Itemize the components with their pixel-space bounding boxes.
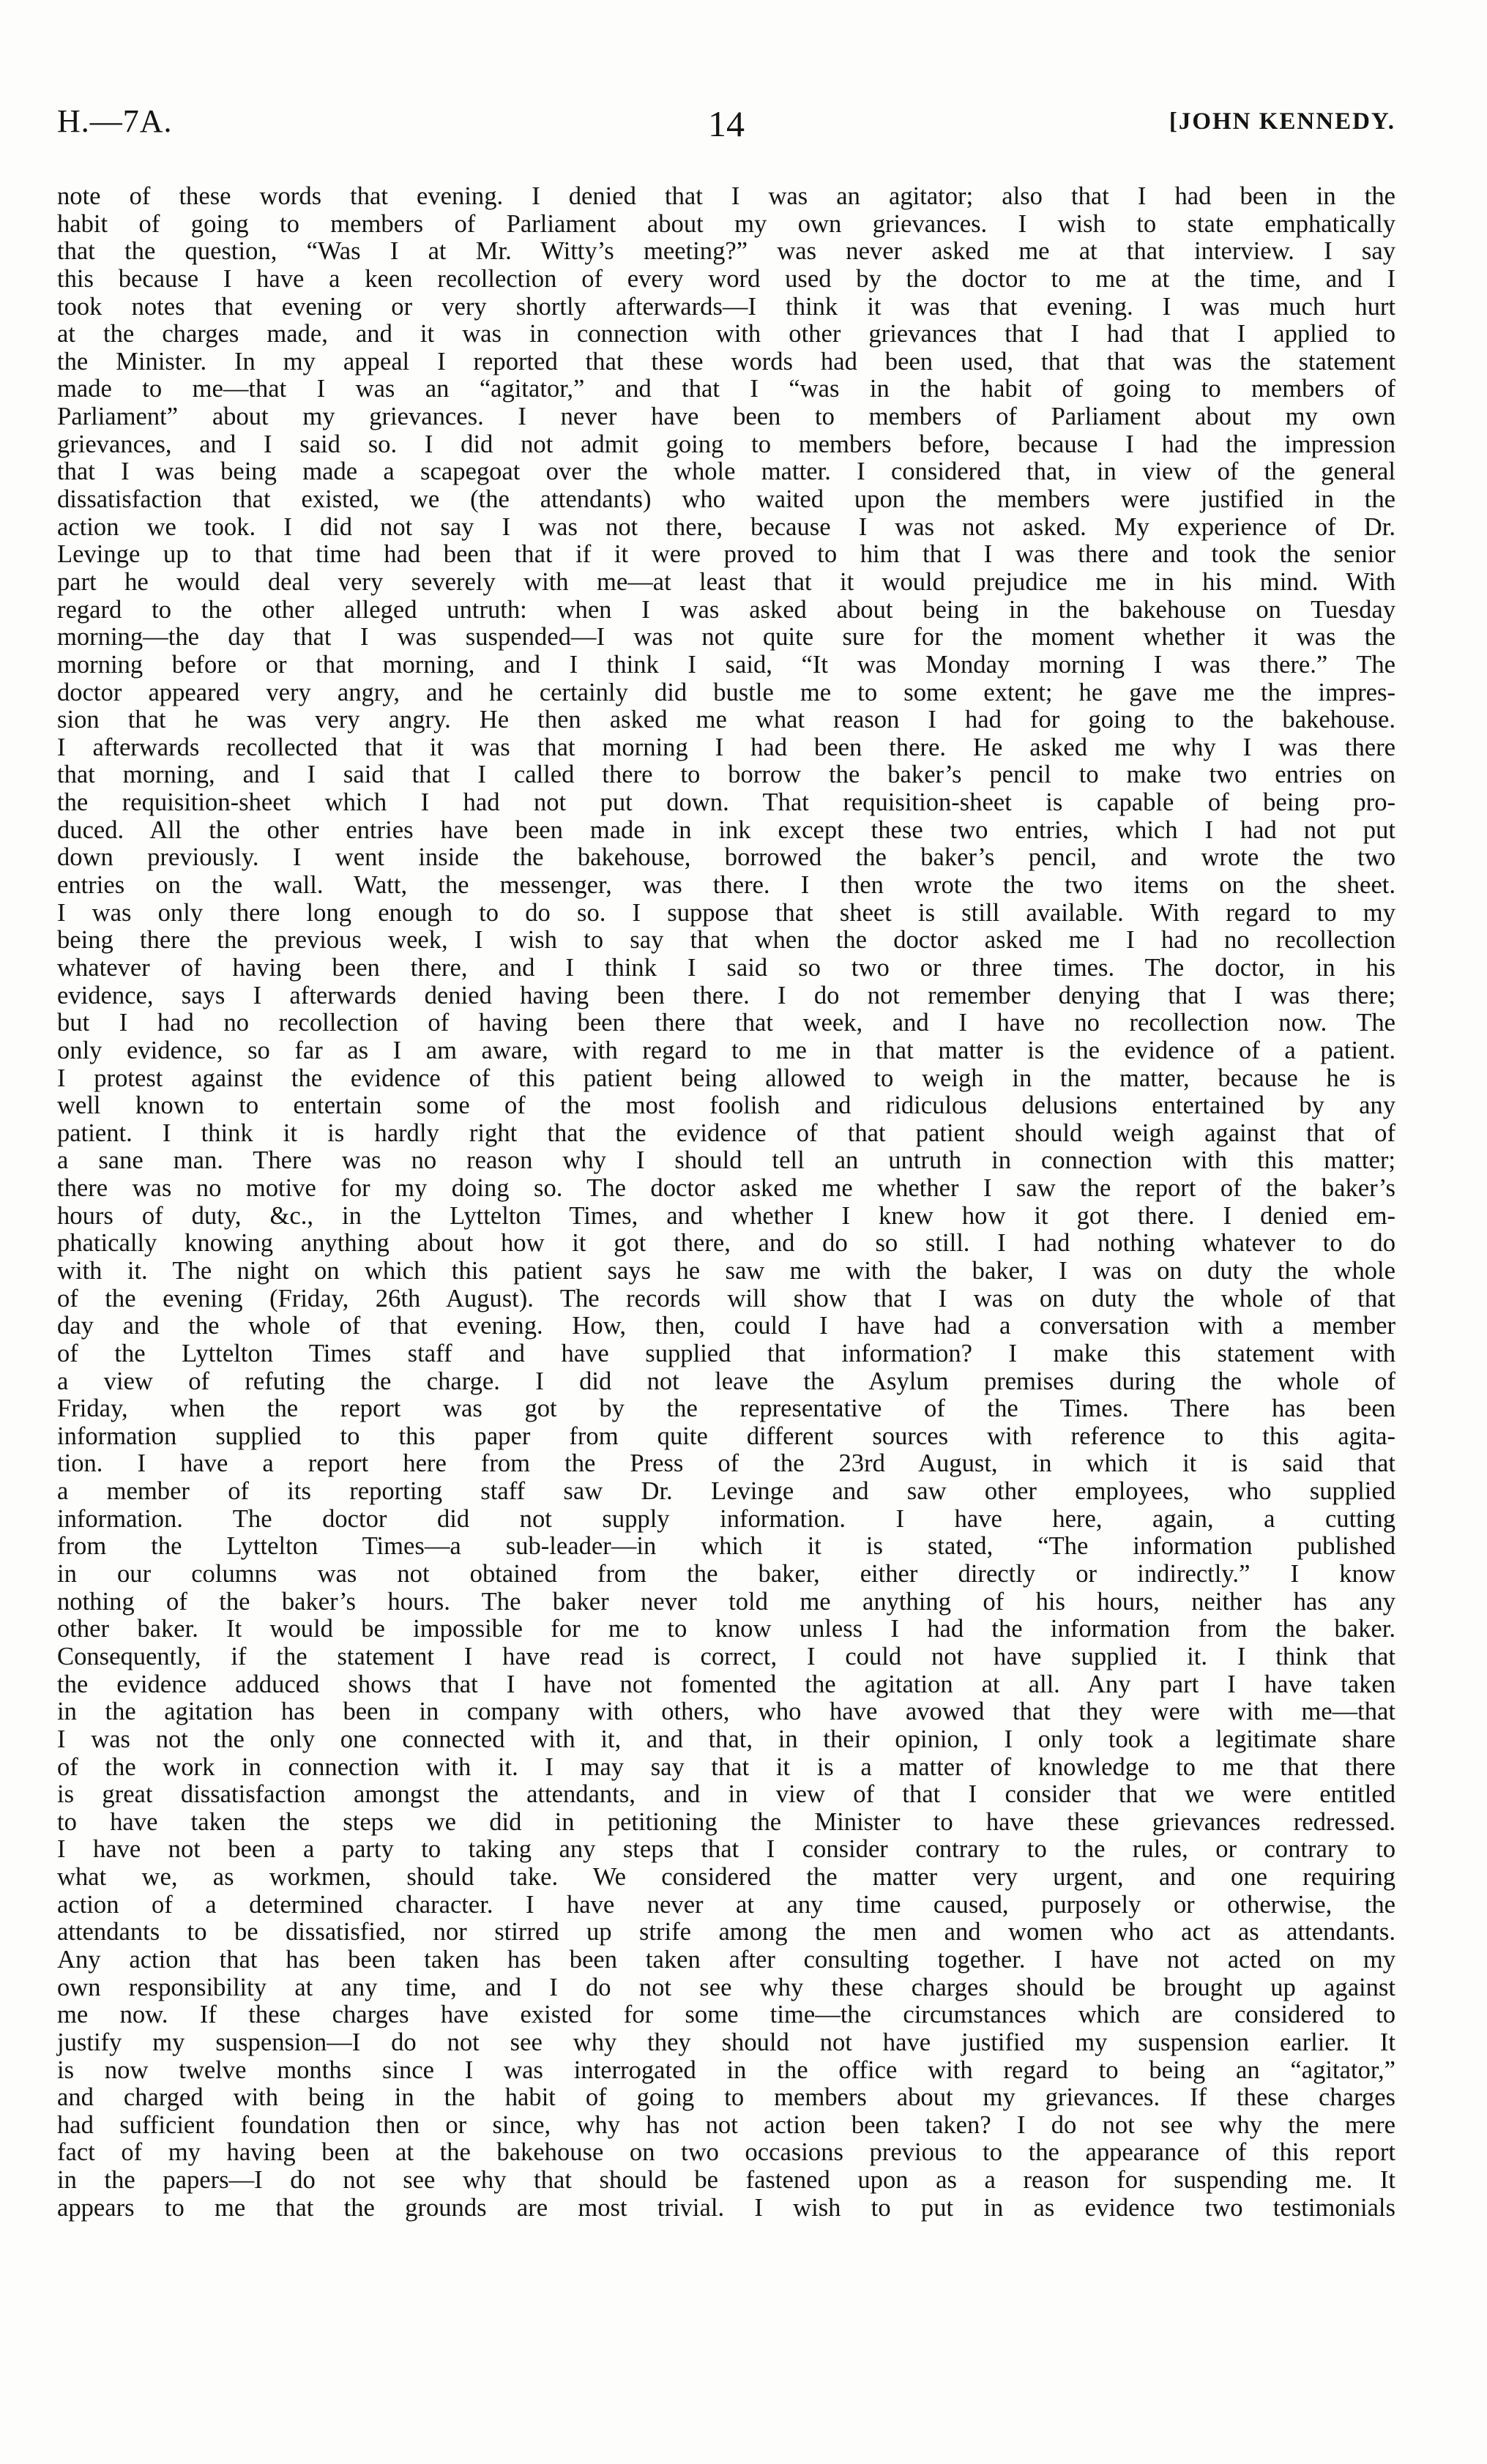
- text-line: morning—the day that I was suspended—I was not quite sure for the moment whether it was the: [57, 623, 1395, 652]
- text-line: but I had no recollection of having been there that week, and I have no recollection now. The: [57, 1009, 1395, 1037]
- text-line: Parliament” about my grievances. I never have been to members of Parliament about my own: [57, 403, 1395, 431]
- text-line: nothing of the baker’s hours. The baker never told me anything of his hours, neither has any: [57, 1587, 1395, 1616]
- parliamentary-paper-reference: H.—7A.: [57, 103, 173, 139]
- text-line: morning before or that morning, and I think I said, “It was Monday morning I was there.” The: [57, 650, 1395, 679]
- text-line: grievances, and I said so. I did not admit going to members before, because I had the impression: [57, 430, 1395, 458]
- text-line: this because I have a keen recollection of every word used by the doctor to me at the time, and I: [57, 264, 1395, 293]
- text-line: down previously. I went inside the bakehouse, borrowed the baker’s pencil, and wrote the two: [57, 843, 1395, 872]
- text-line: to have taken the steps we did in petitioning the Minister to have these grievances redressed.: [57, 1807, 1395, 1836]
- text-line: the requisition-sheet which I had not put down. That requisition-sheet is capable of being pro-: [57, 788, 1395, 817]
- text-line: in the papers—I do not see why that should be fastened upon as a reason for suspending me. It: [57, 2166, 1395, 2195]
- text-line: with it. The night on which this patient says he saw me with the baker, I was on duty the whole: [57, 1256, 1395, 1285]
- text-line: there was no motive for my doing so. The doctor asked me whether I saw the report of the baker’s: [57, 1174, 1395, 1203]
- text-line: sion that he was very angry. He then asked me what reason I had for going to the bakehouse.: [57, 706, 1395, 734]
- text-line: whatever of having been there, and I think I said so two or three times. The doctor, in his: [57, 953, 1395, 982]
- text-line: evidence, says I afterwards denied having been there. I do not remember denying that I was there;: [57, 981, 1395, 1009]
- text-line: a member of its reporting staff saw Dr. Levinge and saw other employees, who supplied: [57, 1477, 1395, 1506]
- text-line: a sane man. There was no reason why I should tell an untruth in connection with this matter;: [57, 1146, 1395, 1175]
- text-line: in the agitation has been in company with others, who have avowed that they were with me—that: [57, 1698, 1395, 1726]
- text-line: is now twelve months since I was interrogated in the office with regard to being an “agitator,”: [57, 2056, 1395, 2084]
- text-line: that morning, and I said that I called there to borrow the baker’s pencil to make two entries on: [57, 761, 1395, 789]
- text-line: of the work in connection with it. I may say that it is a matter of knowledge to me that there: [57, 1752, 1395, 1781]
- text-line: I was not the only one connected with it, and that, in their opinion, I only took a legitimate share: [57, 1725, 1395, 1753]
- text-line: tion. I have a report here from the Press of the 23rd August, in which it is said that: [57, 1449, 1395, 1478]
- text-line: I was only there long enough to do so. I suppose that sheet is still available. With regard to my: [57, 898, 1395, 927]
- text-line: doctor appeared very angry, and he certainly did bustle me to some extent; he gave me the impres-: [57, 678, 1395, 706]
- text-line: a view of refuting the charge. I did not leave the Asylum premises during the whole of: [57, 1367, 1395, 1395]
- witness-name: [JOHN KENNEDY.: [1169, 108, 1395, 135]
- text-line: being there the previous week, I wish to say that when the doctor asked me I had no recollection: [57, 926, 1395, 955]
- text-line: note of these words that evening. I denied that I was an agitator; also that I had been in the: [57, 182, 1395, 210]
- text-line: of the evening (Friday, 26th August). The records will show that I was on duty the whole of that: [57, 1284, 1395, 1313]
- page-header: [57, 102, 1395, 161]
- text-line: fact of my having been at the bakehouse on two occasions previous to the appearance of this report: [57, 2138, 1395, 2167]
- text-line: appears to me that the grounds are most trivial. I wish to put in as evidence two testimonials: [57, 2193, 1395, 2222]
- text-line: justify my suspension—I do not see why they should not have justified my suspension earlier. It: [57, 2028, 1395, 2056]
- text-line: made to me—that I was an “agitator,” and that I “was in the habit of going to members of: [57, 375, 1395, 403]
- text-line: what we, as workmen, should take. We considered the matter very urgent, and one requiring: [57, 1863, 1395, 1892]
- text-line: habit of going to members of Parliament about my own grievances. I wish to state emphatically: [57, 209, 1395, 238]
- text-line: at the charges made, and it was in connection with other grievances that I had that I applied to: [57, 320, 1395, 348]
- text-line: in our columns was not obtained from the baker, either directly or indirectly.” I know: [57, 1560, 1395, 1588]
- text-line: phatically knowing anything about how it got there, and do so still. I had nothing whatever to do: [57, 1229, 1395, 1258]
- text-line: entries on the wall. Watt, the messenger, was there. I then wrote the two items on the sheet.: [57, 871, 1395, 900]
- text-line: is great dissatisfaction amongst the attendants, and in view of that I consider that we were entitled: [57, 1780, 1395, 1809]
- text-line: part he would deal very severely with me—at least that it would prejudice me in his mind. With: [57, 567, 1395, 596]
- text-line: action of a determined character. I have never at any time caused, purposely or otherwise, the: [57, 1890, 1395, 1919]
- text-line: I have not been a party to taking any steps that I consider contrary to the rules, or contrary to: [57, 1835, 1395, 1864]
- page-number: 14: [708, 103, 745, 144]
- text-line: I afterwards recollected that it was that morning I had been there. He asked me why I was there: [57, 733, 1395, 761]
- text-line: other baker. It would be impossible for me to know unless I had the information from the baker.: [57, 1615, 1395, 1643]
- text-line: had sufficient foundation then or since, why has not action been taken? I do not see why the mere: [57, 2110, 1395, 2139]
- text-line: from the Lyttelton Times—a sub-leader—in which it is stated, “The information published: [57, 1532, 1395, 1561]
- text-line: regard to the other alleged untruth: when I was asked about being in the bakehouse on Tuesday: [57, 595, 1395, 624]
- text-line: the evidence adduced shows that I have not fomented the agitation at all. Any part I have taken: [57, 1670, 1395, 1698]
- text-line: duced. All the other entries have been made in ink except these two entries, which I had not put: [57, 815, 1395, 844]
- text-line: of the Lyttelton Times staff and have supplied that information? I make this statement with: [57, 1339, 1395, 1367]
- text-line: took notes that evening or very shortly afterwards—I think it was that evening. I was much hurt: [57, 292, 1395, 321]
- text-line: own responsibility at any time, and I do not see why these charges should be brought up against: [57, 1973, 1395, 2001]
- text-line: the Minister. In my appeal I reported that these words had been used, that that was the statement: [57, 347, 1395, 376]
- text-line: well known to entertain some of the most foolish and ridiculous delusions entertained by any: [57, 1091, 1395, 1120]
- text-line: information. The doctor did not supply information. I have here, again, a cutting: [57, 1504, 1395, 1533]
- text-line: that the question, “Was I at Mr. Witty’s meeting?” was never asked me at that interview. I say: [57, 237, 1395, 266]
- text-line: Levinge up to that time had been that if it were proved to him that I was there and took the senior: [57, 540, 1395, 569]
- text-line: patient. I think it is hardly right that the evidence of that patient should weigh against that of: [57, 1119, 1395, 1147]
- text-line: me now. If these charges have existed for some time—the circumstances which are considered to: [57, 2001, 1395, 2029]
- text-line: Consequently, if the statement I have read is correct, I could not have supplied it. I think that: [57, 1642, 1395, 1670]
- text-line: hours of duty, &c., in the Lyttelton Times, and whether I knew how it got there. I denied em-: [57, 1201, 1395, 1230]
- text-line: dissatisfaction that existed, we (the attendants) who waited upon the members were justified in the: [57, 485, 1395, 514]
- evidence-text: [57, 183, 1395, 2222]
- text-line: only evidence, so far as I am aware, with regard to me in that matter is the evidence of a patient.: [57, 1036, 1395, 1064]
- text-line: I protest against the evidence of this patient being allowed to weigh in the matter, because he is: [57, 1064, 1395, 1092]
- text-line: information supplied to this paper from quite different sources with reference to this agita-: [57, 1422, 1395, 1450]
- text-line: Friday, when the report was got by the representative of the Times. There has been: [57, 1395, 1395, 1423]
- text-line: and charged with being in the habit of going to members about my grievances. If these charges: [57, 2083, 1395, 2112]
- text-line: attendants to be dissatisfied, nor stirred up strife among the men and women who act as attendants.: [57, 1918, 1395, 1946]
- text-line: Any action that has been taken has been taken after consulting together. I have not acted on my: [57, 1946, 1395, 1974]
- text-line: action we took. I did not say I was not there, because I was not asked. My experience of Dr.: [57, 512, 1395, 541]
- text-line: day and the whole of that evening. How, then, could I have had a conversation with a member: [57, 1312, 1395, 1340]
- text-line: that I was being made a scapegoat over the whole matter. I considered that, in view of the general: [57, 458, 1395, 486]
